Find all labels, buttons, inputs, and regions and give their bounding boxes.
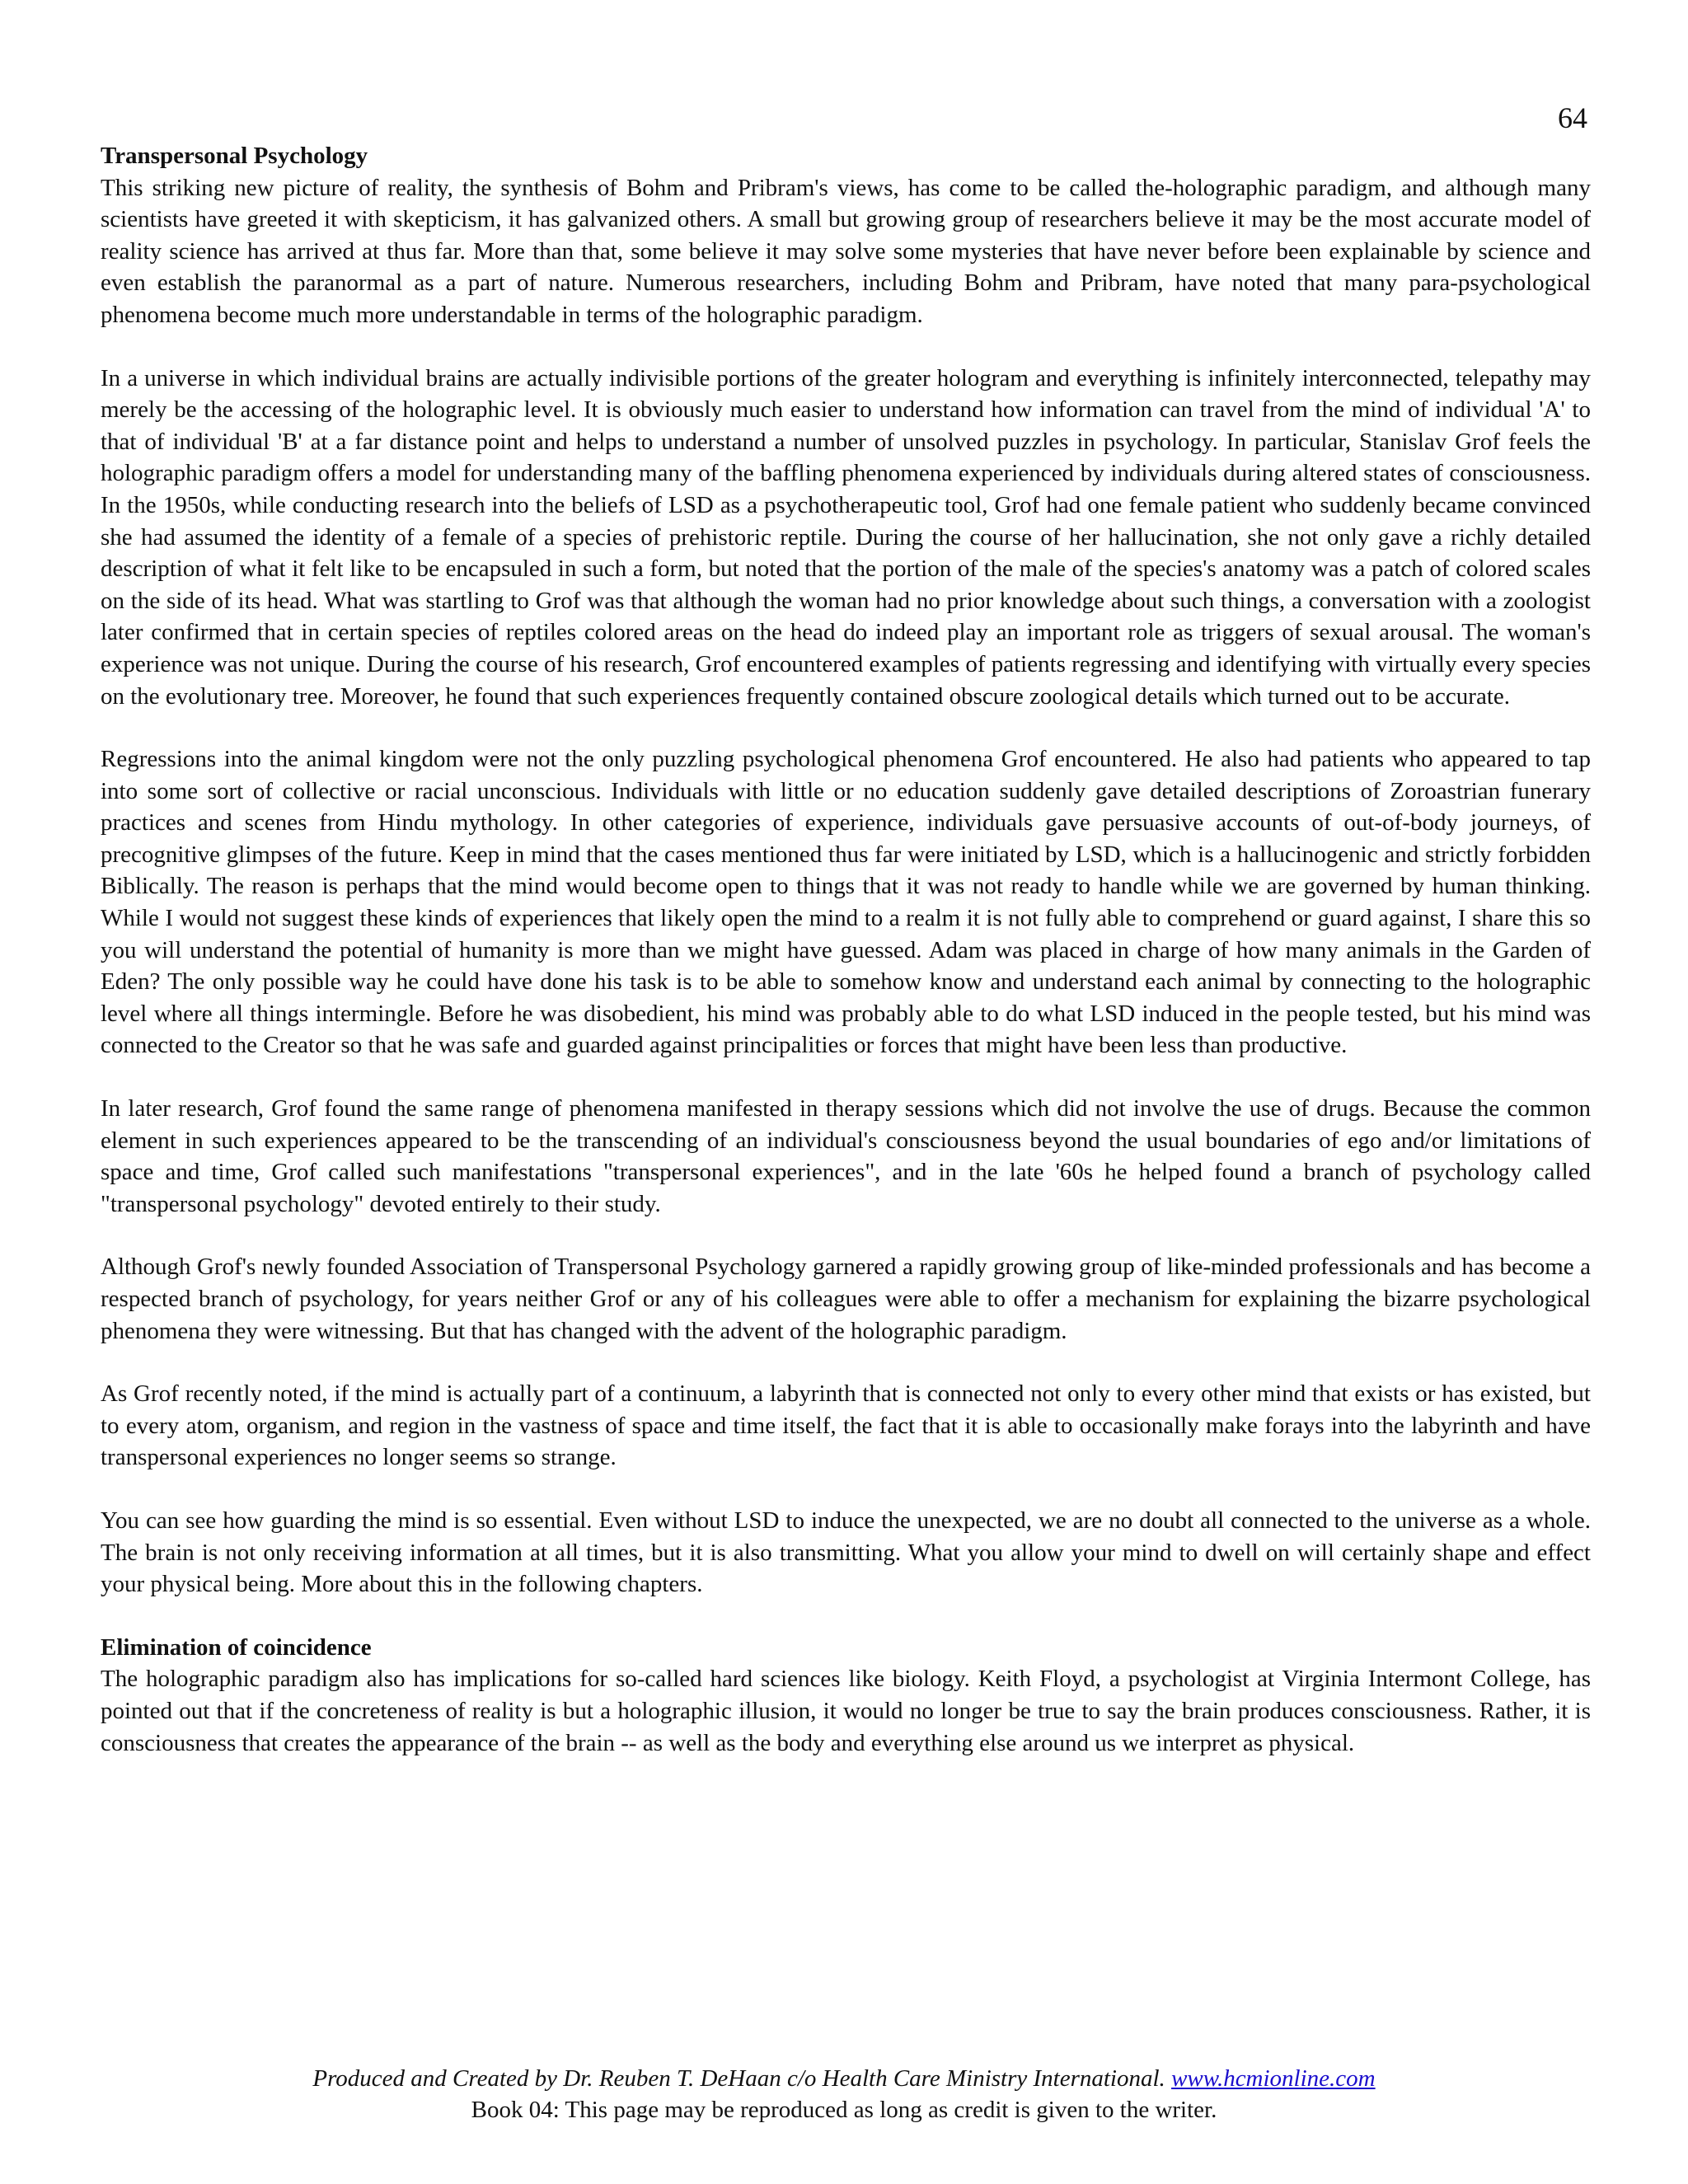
page-number: 64 — [1558, 101, 1587, 134]
footer-credit-text: Produced and Created by Dr. Reuben T. DeHaan c/o Health Care Ministry International. — [312, 2065, 1165, 2092]
paragraph: The holographic paradigm also has implications for so-called hard sciences like biology. Keith Floyd, a psychologist at Virginia Intermont College, has pointed out that if the concreteness of reality is but a holographic illusion, it would no longer be true to say the brain produces consciousness. Rather, it is consciousness that creates the appearance of the brain -- as well as the body and everything else around us we interpret as physical. — [101, 1666, 1591, 1756]
paragraph: Although Grof's newly founded Association of Transpersonal Psychology garnered a rapidly growing group of like-minded professionals and has become a respected branch of psychology, for years neither Grof or any of his colleagues were able to offer a mechanism for explaining the bizarre psychological phenomena they were witnessing. But that has changed with the advent of the holographic paradigm. — [101, 1254, 1591, 1344]
footer-credit-line — [0, 2063, 1688, 2094]
paragraph: Regressions into the animal kingdom were not the only puzzling psychological phenomena Grof encountered. He also had patients who appeared to tap into some sort of collective or racial unconscious. Individuals with little or no education suddenly gave detailed descriptions of Zoroastrian funerary practices and scenes from Hindu mythology. In other categories of experience, individuals gave persuasive accounts of out-of-body journeys, of precognitive glimpses of the future. Keep in mind that the cases mentioned thus far were initiated by LSD, which is a hallucinogenic and strictly forbidden Biblically. The reason is perhaps that the mind would become open to things that it was not ready to handle while we are governed by human thinking. While I would not suggest these kinds of experiences that likely open the mind to a realm it is not fully able to comprehend or guard against, I share this so you will understand the potential of humanity is more than we might have guessed. Adam was placed in charge of how many animals in the Garden of Eden? The only possible way he could have done his task is to be able to somehow know and understand each animal by connecting to the holographic level where all things intermingle. Before he was disobedient, his mind was probably able to do what LSD induced in the people tested, but his mind was connected to the Creator so that he was safe and guarded against principalities or forces that might have been less than productive. — [101, 746, 1591, 1059]
footer-reproduction-notice: Book 04: This page may be reproduced as long as credit is given to the writer. — [471, 2097, 1217, 2123]
section-heading-transpersonal-psychology: Transpersonal Psychology — [101, 143, 368, 169]
paragraph: In a universe in which individual brains are actually indivisible portions of the greater hologram and everything is infinitely interconnected, telepathy may merely be the accessing of the holographic level. It is obviously much easier to understand how information can travel from the mind of individual 'A' to that of individual 'B' at a far distance point and helps to understand a number of unsolved puzzles in psychology. In particular, Stanislav Grof feels the holographic paradigm offers a model for understanding many of the baffling phenomena experienced by individuals during altered states of consciousness. In the 1950s, while conducting research into the beliefs of LSD as a psychotherapeutic tool, Grof had one female patient who suddenly became convinced she had assumed the identity of a female of a species of prehistoric reptile. During the course of her hallucination, she not only gave a richly detailed description of what it felt like to be encapsuled in such a form, but noted that the portion of the male of the species's anatomy was a patch of colored scales on the side of its head. What was startling to Grof was that although the woman had no prior knowledge about such things, a conversation with a zoologist later confirmed that in certain species of reptiles colored areas on the head do indeed play an important role as triggers of sexual arousal. The woman's experience was not unique. During the course of his research, Grof encountered examples of patients regressing and identifying with virtually every species on the evolutionary tree. Moreover, he found that such experiences frequently contained obscure zoological details which turned out to be accurate. — [101, 364, 1591, 710]
page-content — [101, 140, 1591, 1759]
paragraph: As Grof recently noted, if the mind is actually part of a continuum, a labyrinth that is connected not only to every other mind that exists or has existed, but to every atom, organism, and region in the vastness of space and time itself, the fact that it is able to occasionally make forays into the labyrinth and have transpersonal experiences no longer seems so strange. — [101, 1380, 1591, 1471]
paragraph: This striking new picture of reality, the synthesis of Bohm and Pribram's views, has come to be called the-holographic paradigm, and although many scientists have greeted it with skepticism, it has galvanized others. A small but growing group of researchers believe it may be the most accurate model of reality science has arrived at thus far. More than that, some believe it may solve some mysteries that have never before been explainable by science and even establish the paranormal as a part of nature. Numerous researchers, including Bohm and Pribram, have noted that many para-psychological phenomena become much more understandable in terms of the holographic paradigm. — [101, 174, 1591, 328]
website-link[interactable]: www.hcmionline.com — [1171, 2065, 1376, 2092]
paragraph: You can see how guarding the mind is so essential. Even without LSD to induce the unexpected, we are no doubt all connected to the universe as a whole. The brain is not only receiving information at all times, but it is also transmitting. What you allow your mind to dwell on will certainly shape and effect your physical being. More about this in the following chapters. — [101, 1507, 1591, 1598]
section-heading-elimination-of-coincidence: Elimination of coincidence — [101, 1633, 372, 1661]
paragraph: In later research, Grof found the same range of phenomena manifested in therapy sessions which did not involve the use of drugs. Because the common element in such experiences appeared to be the transcending of an individual's consciousness beyond the usual boundaries of ego and/or limitations of space and time, Grof called such manifestations "transpersonal experiences", and in the late '60s he helped found a branch of psychology called "transpersonal psychology" devoted entirely to their study. — [101, 1095, 1591, 1217]
page-footer — [0, 2063, 1688, 2125]
